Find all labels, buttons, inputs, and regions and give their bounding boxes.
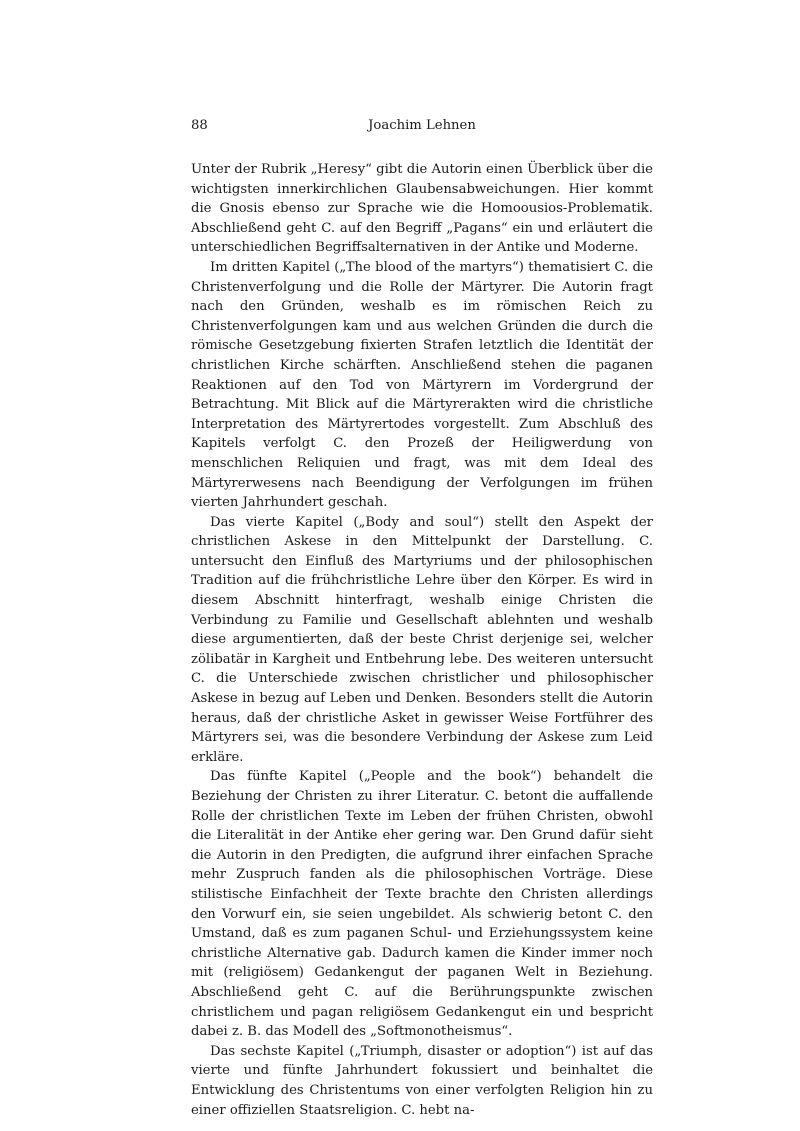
body-text bbox=[191, 160, 653, 1120]
paragraph-chapter-six: Das sechste Kapitel („Triumph, disaster or adoption“) ist auf das vierte und fünfte Jahrhundert fokussiert und beinhaltet die Entwicklung des Christentums von einer verfolgten Religion hin zu einer offiziellen Staatsreligion. C. hebt na- bbox=[191, 1043, 653, 1118]
page-header bbox=[191, 118, 653, 138]
paragraph-heresy: Unter der Rubrik „Heresy“ gibt die Autorin einen Überblick über die wichtigsten innerkirchlichen Glaubensabweichungen. Hier kommt die Gnosis ebenso zur Sprache wie die Homoousios-Problematik. Abschließend geht C. auf den Begriff „Pagans“ ein und erläutert die unterschiedlichen Begriffsalternativen in der Antike und Moderne. bbox=[191, 162, 653, 256]
page-number: 88 bbox=[191, 118, 208, 133]
paragraph-chapter-three: Im dritten Kapitel („The blood of the martyrs“) thematisiert C. die Christenverfolgung und die Rolle der Märtyrer. Die Autorin fragt nach den Gründen, weshalb es im römischen Reich zu Christenverfolgungen kam und aus welchen Gründen die durch die römische Gesetzgebung fixierten Strafen letztlich die Identität der christlichen Kirche schärften. Anschließend stehen die paganen Reaktionen auf den Tod von Märtyrern im Vordergrund der Betrachtung. Mit Blick auf die Märtyrerakten wird die christliche Interpretation des Märtyrertodes vorgestellt. Zum Abschluß des Kapitels verfolgt C. den Prozeß der Heiligwerdung von menschlichen Reliquien und fragt, was mit dem Ideal des Märtyrerwesens nach Beendigung der Verfolgungen im frühen vierten Jahrhundert geschah. bbox=[191, 259, 653, 511]
running-head-author: Joachim Lehnen bbox=[368, 118, 476, 133]
paragraph-chapter-four: Das vierte Kapitel („Body and soul“) stellt den Aspekt der christlichen Askese in den Mittelpunkt der Darstellung. C. untersucht den Einfluß des Martyriums und der philosophischen Tradition auf die frühchristliche Lehre über den Körper. Es wird in diesem Abschnitt hinterfragt, weshalb einige Christen die Verbindung zu Familie und Gesellschaft ablehnten und weshalb diese argumentierten, daß der beste Christ derjenige sei, welcher zölibatär in Kargheit und Entbehrung lebe. Des weiteren untersucht C. die Unterschiede zwischen christlicher und philosophischer Askese in bezug auf Leben und Denken. Besonders stellt die Autorin heraus, daß der christliche Asket in gewisser Weise Fortführer des Märtyrers sei, was die besondere Verbindung der Askese zum Leid erkläre. bbox=[191, 514, 653, 765]
paragraph-chapter-five: Das fünfte Kapitel („People and the book“) behandelt die Beziehung der Christen zu ihrer Literatur. C. betont die auffallende Rolle der christlichen Texte im Leben der frühen Christen, obwohl die Literalität in der Antike eher gering war. Den Grund dafür sieht die Autorin in den Predigten, die aufgrund ihrer einfachen Sprache mehr Zuspruch fanden als die philosophischen Vorträge. Diese stilistische Einfachheit der Texte brachte den Christen allerdings den Vorwurf ein, sie seien ungebildet. Als schwierig betont C. den Umstand, daß es zum paganen Schul- und Erziehungssystem keine christliche Alternative gab. Dadurch kamen die Kinder immer noch mit (religiösem) Gedankengut der paganen Welt in Beziehung. Abschließend geht C. auf die Berührungspunkte zwischen christlichem und pagan religiösem Gedankengut ein und bespricht dabei z. B. das Modell des „Softmonotheismus“. bbox=[191, 769, 653, 1040]
